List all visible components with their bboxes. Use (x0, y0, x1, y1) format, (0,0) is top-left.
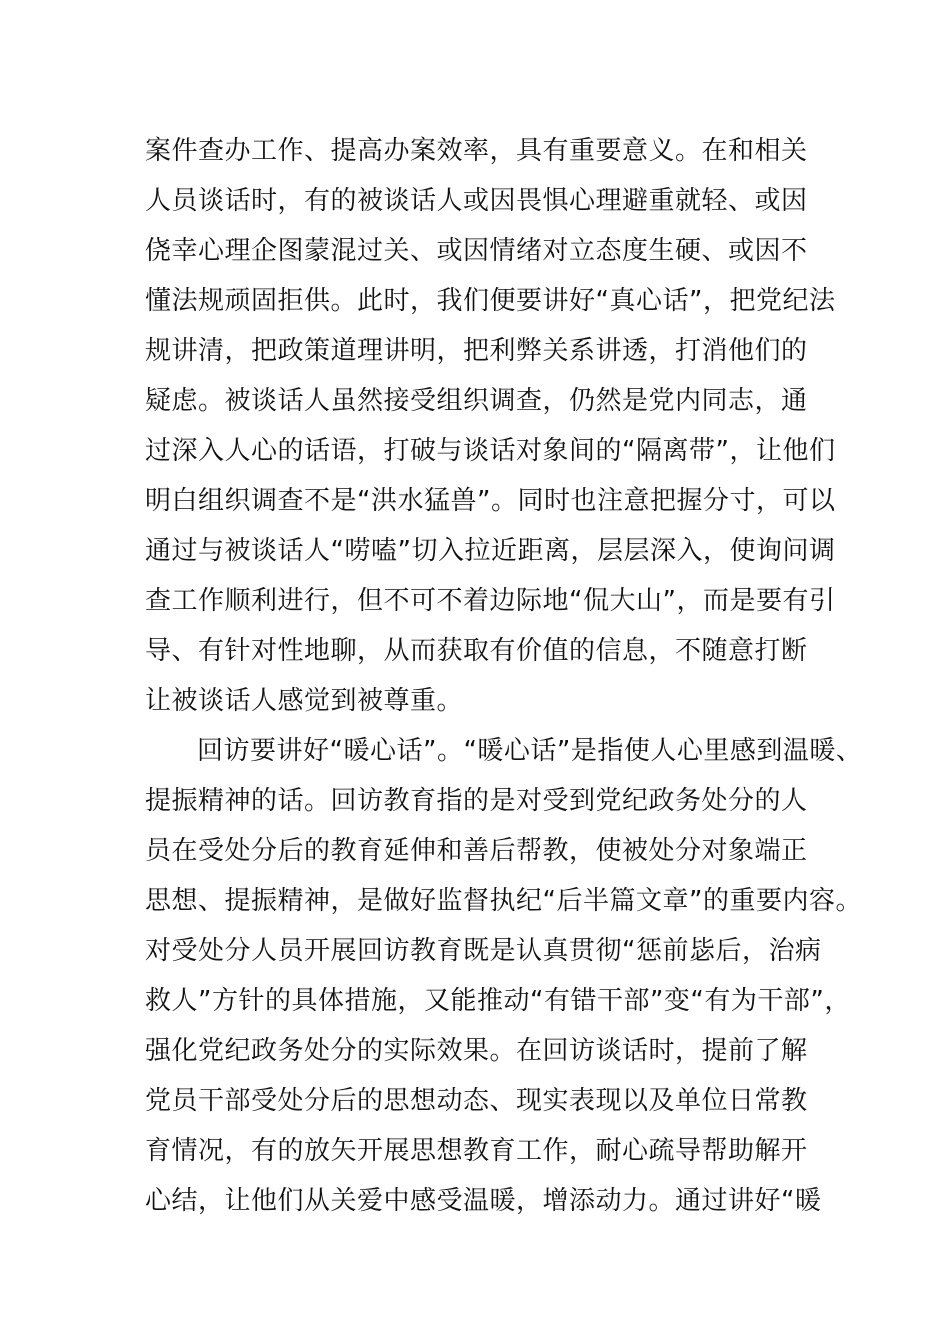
text-line-indented: 回访要讲好“暖心话”。“暖心话”是指使人心里感到温暖、 (197, 736, 863, 766)
text-line: 侥幸心理企图蒙混过关、或因情绪对立态度生硬、或因不 (145, 236, 808, 266)
text-line: 过深入人心的话语，打破与谈话对象间的“隔离带”，让他们 (145, 436, 836, 466)
text-line: 导、有针对性地聊，从而获取有价值的信息，不随意打断 (145, 636, 808, 666)
text-line: 人员谈话时，有的被谈话人或因畏惧心理避重就轻、或因 (145, 186, 808, 216)
text-line: 让被谈话人感觉到被尊重。 (145, 686, 464, 716)
text-line: 强化党纪政务处分的实际效果。在回访谈话时，提前了解 (145, 1036, 808, 1066)
text-line: 员在受处分后的教育延伸和善后帮教，使被处分对象端正 (145, 836, 808, 866)
text-line: 对受处分人员开展回访教育既是认真贯彻“惩前毖后，治病 (145, 936, 822, 966)
paragraph-1 (145, 126, 836, 726)
body-text (145, 126, 863, 1226)
text-line: 党员干部受处分后的思想动态、现实表现以及单位日常教 (145, 1086, 808, 1116)
text-line: 育情况，有的放矢开展思想教育工作，耐心疏导帮助解开 (145, 1136, 808, 1166)
text-line: 思想、提振精神，是做好监督执纪“后半篇文章”的重要内容。 (145, 886, 862, 916)
text-line: 通过与被谈话人“唠嗑”切入拉近距离，层层深入，使询问调 (145, 536, 836, 566)
text-line: 查工作顺利进行，但不可不着边际地“侃大山”，而是要有引 (145, 586, 836, 616)
text-line: 懂法规顽固拒供。此时，我们便要讲好“真心话”，把党纪法 (145, 286, 836, 316)
text-line: 救人”方针的具体措施，又能推动“有错干部”变“有为干部”， (145, 986, 851, 1016)
text-line: 提振精神的话。回访教育指的是对受到党纪政务处分的人 (145, 786, 808, 816)
text-line: 规讲清，把政策道理讲明，把利弊关系讲透，打消他们的 (145, 336, 808, 366)
paragraph-2 (145, 726, 863, 1226)
text-line: 明白组织调查不是“洪水猛兽”。同时也注意把握分寸，可以 (145, 486, 836, 516)
text-line: 心结，让他们从关爱中感受温暖，增添动力。通过讲好“暖 (145, 1186, 822, 1216)
text-line: 疑虑。被谈话人虽然接受组织调查，仍然是党内同志，通 (145, 386, 808, 416)
text-line: 案件查办工作、提高办案效率，具有重要意义。在和相关 (145, 136, 808, 166)
